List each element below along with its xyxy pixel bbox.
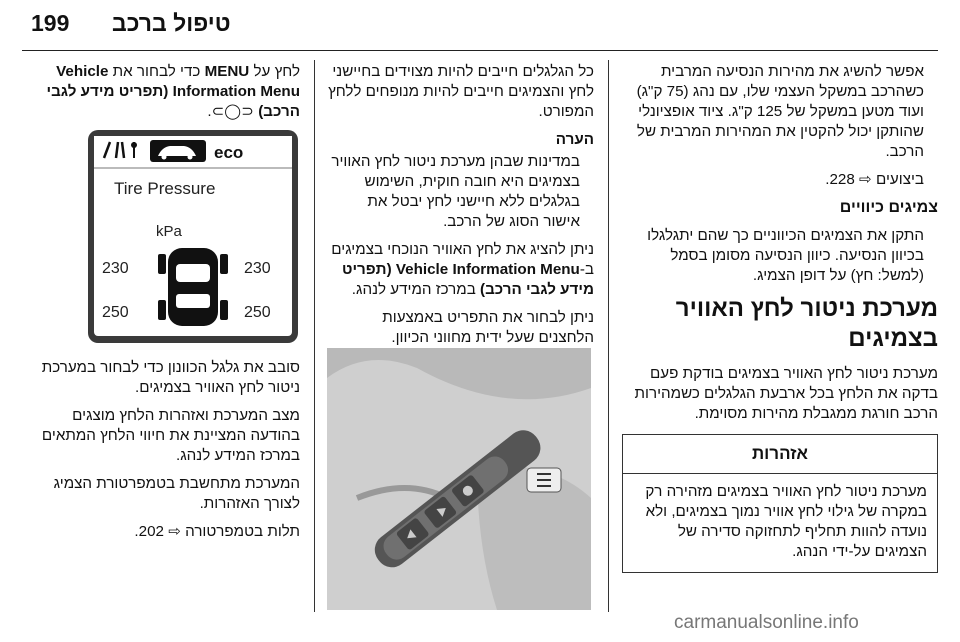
pressure-unit: kPa <box>156 223 182 240</box>
display-screen <box>94 136 292 336</box>
tpms-heading: מערכת ניטור לחץ האוויר בצמיגים <box>675 295 938 352</box>
column-divider-right <box>608 60 609 612</box>
press-menu-paragraph <box>22 62 300 122</box>
note-title: הערה <box>555 131 594 148</box>
turn-signal-stalk-image <box>327 348 591 610</box>
eco-indicator: eco <box>214 143 244 162</box>
stalk-illustration <box>327 348 591 610</box>
wheels-paragraph: כל הגלגלים חייבים להיות מצוידים בחיישני לחץ והצמיגים חייבים להיות מנופחים ללחץ המפורט. <box>328 63 594 120</box>
display-graphic <box>94 136 292 336</box>
current-pressure-pre: ניתן להציג את לחץ האוויר הנוכחי בצמיגים ב- <box>331 241 594 278</box>
speed-paragraph: אפשר להשיג את מהירות הנסיעה המרבית כשהרכב במשקל העצמי שלו, עם נהג (75 ק"ג) ועוד מטען במשקל של 125 ק"ג. ציוד אופציונלי שהותקן יכול להקטין את המהירות המרבית של הרכב. <box>636 63 924 160</box>
left-column <box>22 62 300 130</box>
directional-tyres-heading: צמיגים כיוויים <box>839 199 938 216</box>
warning-box <box>622 434 938 573</box>
directional-tyres-paragraph: התקן את הצמיגים הכיווניים כך שהם יתגלגלו בכיוון הנסיעה. כיוון הנסיעה מסומן בסמל (למשל: חץ) על דופן הצמיג. <box>647 227 924 284</box>
rotate-wheel-paragraph: סובב את גלגל הכוונון כדי לבחור במערכת ניטור לחץ האוויר בצמיגים. <box>41 359 300 396</box>
right-column <box>622 62 938 573</box>
press-menu-pre: לחץ על <box>249 63 300 80</box>
page-header <box>0 0 960 52</box>
status-paragraph: מצב המערכת ואזהרות הלחץ מוצגים בהודעה המציינת את חיווי הלחץ המתאים במרכז המידע לנהג. <box>41 407 300 464</box>
tpms-paragraph: מערכת ניטור לחץ האוויר בצמיגים בודקת פעם בדקה את הלחץ בכל ארבעת הגלגלים כשמהירות הרכב חורגת ממגבלת מהירות מסוימת. <box>634 365 938 422</box>
middle-column <box>328 62 594 356</box>
note-text: במדינות שבהן מערכת ניטור לחץ האוויר בצמיגים היא חובה חוקית, השימוש בגלגלים ללא חיישני לחץ יבטל את אישור הסוג של הרכב. <box>331 153 580 230</box>
car-icon: ⊂◯⊃ <box>211 103 259 120</box>
left-column-lower <box>22 358 300 550</box>
rear-right-pressure: 250 <box>244 304 271 321</box>
watermark: carmanualsonline.info <box>674 612 859 633</box>
current-pressure-paragraph <box>328 240 594 300</box>
warning-text: מערכת ניטור לחץ האוויר בצמיגים מזהירה רק במקרה של גילוי לחץ אוויר נמוך בצמיגים, ולא נועדה להוות תחליף לתחזוקה סדירה של הצמיגים על-ידי הנהג. <box>645 483 927 560</box>
column-divider-left <box>314 60 315 612</box>
temperature-paragraph: המערכת מתחשבת בטמפרטורת הצמיג לצורך האזהרות. <box>53 475 300 512</box>
display-title: Tire Pressure <box>114 179 216 198</box>
vehicle-menu-label: Vehicle Information Menu (תפריט מידע לגבי הרכב) <box>46 63 300 120</box>
warning-title: אזהרות <box>623 435 937 474</box>
menu-button-label: MENU <box>204 63 250 80</box>
press-menu-mid: כדי לבחור את <box>108 63 205 80</box>
performance-reference: ביצועים ⇨ 228. <box>825 171 924 188</box>
press-menu-post: . <box>207 103 212 120</box>
tire-pressure-display <box>88 130 298 343</box>
current-pressure-post: במרכז המידע לנהג. <box>351 281 481 298</box>
vehicle-info-menu-label: Vehicle Information Menu (תפריט מידע לגבי הרכב) <box>342 261 594 298</box>
menu-select-paragraph: ניתן לבחור את התפריט באמצעות הלחצנים שעל ידית מחווני הכיוון. <box>382 309 594 346</box>
temperature-reference: תלות בטמפרטורה ⇨ 202. <box>134 523 300 540</box>
chapter-title: טיפול ברכב <box>112 10 231 36</box>
front-left-pressure: 230 <box>102 260 129 277</box>
rear-left-pressure: 250 <box>102 304 129 321</box>
page-number: 199 <box>31 10 70 36</box>
front-right-pressure: 230 <box>244 260 271 277</box>
header-rule <box>22 50 938 51</box>
car-top-view-icon <box>158 248 228 326</box>
